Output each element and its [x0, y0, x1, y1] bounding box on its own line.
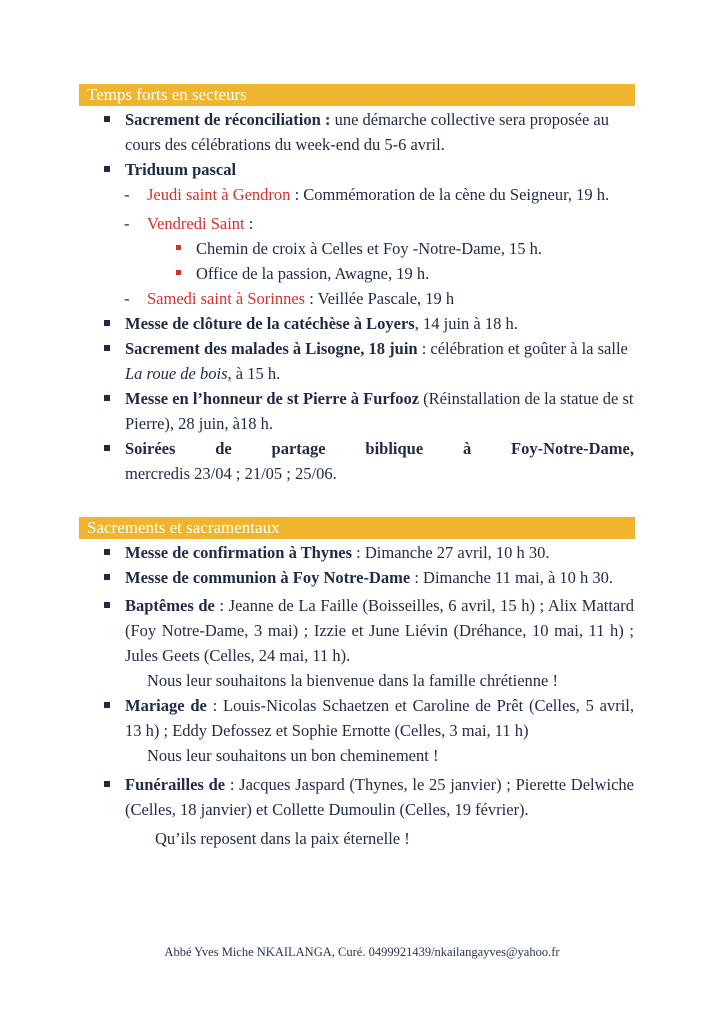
bullet-icon [104, 549, 110, 555]
bullet-icon [176, 245, 181, 250]
bullet-icon [104, 445, 110, 451]
section-header-sacrements: Sacrements et sacramentaux [79, 517, 635, 539]
list-item-communion [0, 565, 724, 590]
list-item-st-pierre [0, 386, 724, 436]
dash-icon: - [124, 214, 130, 233]
bullet-icon [104, 702, 110, 708]
bullet-icon [104, 166, 110, 172]
sub-sub-item-text: Chemin de croix à Celles et Foy -Notre-Dame, 15 h. [196, 239, 542, 258]
list-item-baptemes [0, 593, 724, 668]
sub-item-label: Vendredi Saint [147, 214, 245, 233]
item-title: Messe de confirmation à Thynes [125, 543, 353, 562]
bullet-icon [104, 116, 110, 122]
dash-icon: - [124, 289, 130, 308]
dash-icon: - [124, 185, 130, 204]
sub-item-text: : Veillée Pascale, 19 h [305, 289, 455, 308]
sacrements-list [0, 540, 724, 851]
list-item-confirmation [0, 540, 724, 565]
item-text: : Dimanche 27 avril, 10 h 30. [352, 543, 550, 562]
item-title: Mariage de [125, 696, 207, 715]
sub-sub-item-chemin [0, 236, 724, 261]
bullet-icon [104, 602, 110, 608]
bullet-icon [104, 574, 110, 580]
item-text: : Jacques Jaspard (Thynes, le 25 janvier) ; Pierette Delwiche (Celles, 18 janvier) et Collette Dumoulin (Celles, 19 février). [125, 775, 634, 819]
funerailles-wish: Qu’ils reposent dans la paix éternelle ! [155, 829, 410, 848]
list-item-mariage [0, 693, 724, 743]
bullet-icon [104, 345, 110, 351]
mariage-wish: Nous leur souhaitons un bon cheminement ! [147, 746, 439, 765]
item-title: Baptêmes de [125, 596, 215, 615]
sub-item-text: : Commémoration de la cène du Seigneur, 19 h. [290, 185, 610, 204]
item-text: : Louis-Nicolas Schaetzen et Caroline de Prêt (Celles, 5 avril, 13 h) ; Eddy Defossez et Sophie Ernotte (Celles, 3 mai, 11 h) [125, 696, 634, 740]
section-header-temps-forts: Temps forts en secteurs [79, 84, 635, 106]
sub-item-samedi [0, 286, 724, 311]
footer-contact: Abbé Yves Miche NKAILANGA, Curé. 0499921439/nkailangayves@yahoo.fr [164, 945, 560, 959]
sub-item-vendredi [0, 211, 724, 236]
list-item-funerailles [0, 772, 724, 822]
item-italic-text: La roue de bois [125, 364, 228, 383]
list-item-soirees [0, 436, 724, 486]
sub-item-label: Samedi saint à Sorinnes [147, 289, 306, 308]
bullet-icon [104, 781, 110, 787]
item-title: Sacrement de réconciliation : [125, 110, 331, 129]
bullet-icon [104, 395, 110, 401]
item-text: une démarche collective sera proposée au cours des célébrations du week-end du 5-6 avril. [125, 110, 609, 154]
item-text: : Jeanne de La Faille (Boisseilles, 6 avril, 15 h) ; Alix Mattard (Foy Notre-Dame, 3 mai) ; Izzie et June Liévin (Dréhance, 10 mai, 11 h) ; Jules Geets (Celles, 24 mai, 11 h). [125, 596, 634, 665]
sub-item-label: Jeudi saint à Gendron [147, 185, 291, 204]
sub-sub-item-text: Office de la passion, Awagne, 19 h. [196, 264, 430, 283]
baptemes-wish: Nous leur souhaitons la bienvenue dans la famille chrétienne ! [147, 671, 558, 690]
item-title: Funérailles de [125, 775, 226, 794]
item-text: : Dimanche 11 mai, à 10 h 30. [410, 568, 614, 587]
temps-forts-list [0, 107, 724, 486]
item-title: Messe en l’honneur de st Pierre à Furfooz [125, 389, 420, 408]
bullet-icon [104, 320, 110, 326]
item-title: Messe de clôture de la catéchèse à Loyers [125, 314, 415, 333]
item-text: : célébration et goûter à la salle [417, 339, 628, 358]
list-item-triduum [0, 157, 724, 182]
item-title: Triduum pascal [125, 160, 237, 179]
list-item-reconciliation [0, 107, 724, 157]
list-item-malades [0, 336, 724, 386]
sub-item-jeudi [0, 182, 724, 207]
item-title: Sacrement des malades à Lisogne, 18 juin [125, 339, 418, 358]
sub-item-text: : [244, 214, 254, 233]
bullet-icon [176, 270, 181, 275]
item-text: mercredis 23/04 ; 21/05 ; 25/06. [125, 464, 337, 483]
sub-sub-item-office [0, 261, 724, 286]
item-text: , à 15 h. [227, 364, 281, 383]
item-text: , 14 juin à 18 h. [414, 314, 518, 333]
list-item-cloture [0, 311, 724, 336]
item-title: Messe de communion à Foy Notre-Dame [125, 568, 411, 587]
item-title: Soirées de partage biblique à Foy-Notre-Dame, [125, 439, 634, 458]
item-text: (Réinstallation de la statue de st Pierre), 28 juin, à18 h. [125, 389, 634, 433]
